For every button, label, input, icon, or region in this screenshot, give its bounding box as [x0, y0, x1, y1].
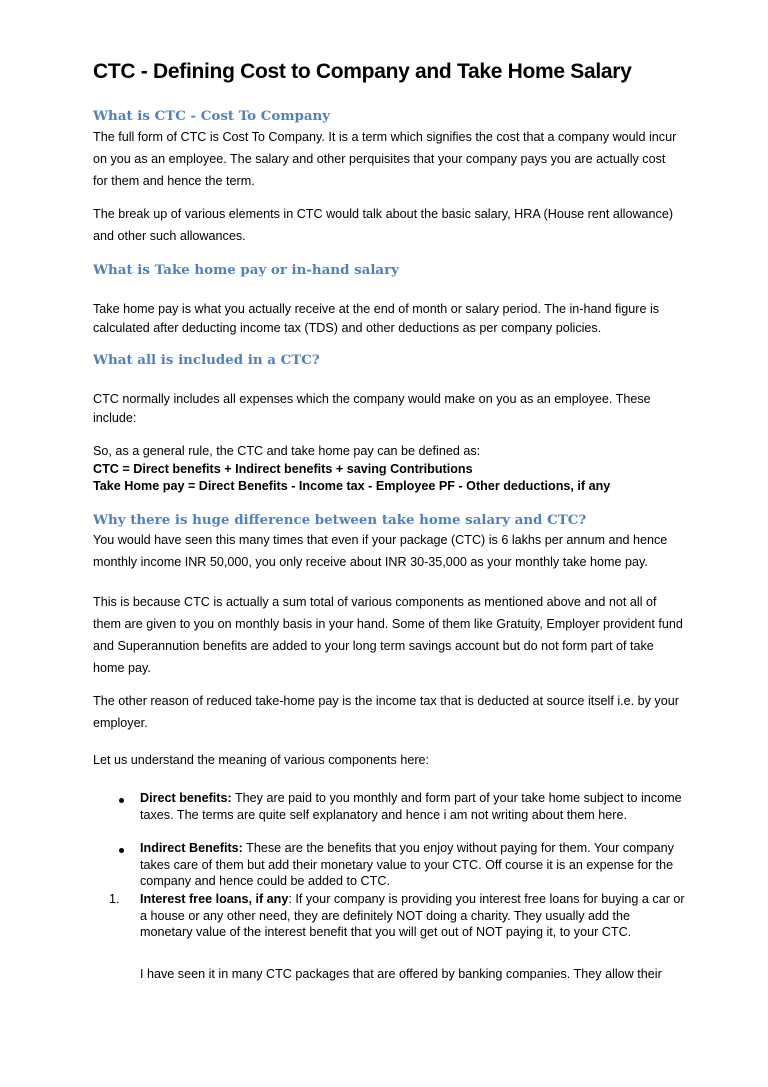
- heading-huge-difference: Why there is huge difference between take home salary and CTC?: [93, 512, 587, 528]
- list-item-label: Indirect Benefits:: [140, 841, 243, 855]
- list-item-text: They are paid to you monthly and form part of your take home subject to income taxes. The terms are quite self explanatory and hence i am not writing about them here.: [140, 791, 682, 822]
- paragraph-income-tax-reason: The other reason of reduced take-home pay is the income tax that is deducted at source itself i.e. by your employer.: [93, 694, 679, 730]
- heading-take-home-pay: What is Take home pay or in-hand salary: [93, 262, 399, 278]
- paragraph-general-rule: So, as a general rule, the CTC and take home pay can be defined as:: [93, 444, 481, 458]
- document-title: CTC - Defining Cost to Company and Take Home Salary: [93, 60, 632, 83]
- list-item-indirect-benefits: [140, 840, 685, 890]
- paragraph-ctc-definition: The full form of CTC is Cost To Company. It is a term which signifies the cost that a company would incur on you as an employee. The salary and other perquisites that your company pays you are actually cost for them and hence the term.: [93, 130, 677, 188]
- formula-take-home: Take Home pay = Direct Benefits - Income tax - Employee PF - Other deductions, if any: [93, 479, 611, 493]
- list-item-continuation: I have seen it in many CTC packages that are offered by banking companies. They allow their: [140, 967, 662, 981]
- paragraph-sum-total: This is because CTC is actually a sum total of various components as mentioned above and not all of them are given to you on monthly basis in your hand. Some of them like Gratuity, Employer provident fund and Superannution benefits are added to your long term savings account but do not form part of take home pay.: [93, 595, 683, 675]
- paragraph-take-home-definition: Take home pay is what you actually receive at the end of month or salary period. The in-hand figure is calculated after deducting income tax (TDS) and other deductions as per company policies.: [93, 302, 660, 335]
- heading-included-in-ctc: What all is included in a CTC?: [93, 352, 320, 368]
- paragraph-components-intro: Let us understand the meaning of various components here:: [93, 753, 430, 767]
- list-item-text: : If your company is providing you interest free loans for buying a car or a house or any other need, they are definitely NOT doing a charity. They usually add the monetary value of the interest benefit that you will get out of NOT paying it, to your CTC.: [140, 892, 685, 940]
- bullet-icon: [119, 848, 124, 853]
- list-item-text: These are the benefits that you enjoy without paying for them. Your company takes care of them but add their monetary value to your CTC. Off course it is an expense for the company and hence could be added to CTC.: [140, 841, 674, 889]
- paragraph-ctc-includes: CTC normally includes all expenses which the company would make on you as an employee. These include:: [93, 392, 651, 425]
- paragraph-ctc-breakup: The break up of various elements in CTC would talk about the basic salary, HRA (House rent allowance) and other such allowances.: [93, 207, 674, 243]
- list-item-interest-free-loans: [140, 891, 685, 941]
- heading-what-is-ctc: What is CTC - Cost To Company: [93, 108, 331, 124]
- bullet-icon: [119, 798, 124, 803]
- list-item-direct-benefits: [140, 790, 685, 823]
- list-item-label: Direct benefits:: [140, 791, 232, 805]
- paragraph-package-example: You would have seen this many times that even if your package (CTC) is 6 lakhs per annum and hence monthly income INR 50,000, you only receive about INR 30-35,000 as your monthly take home pay.: [93, 533, 668, 569]
- list-number: 1.: [109, 892, 120, 906]
- list-item-label: Interest free loans, if any: [140, 892, 289, 906]
- formula-ctc: CTC = Direct benefits + Indirect benefits + saving Contributions: [93, 462, 473, 476]
